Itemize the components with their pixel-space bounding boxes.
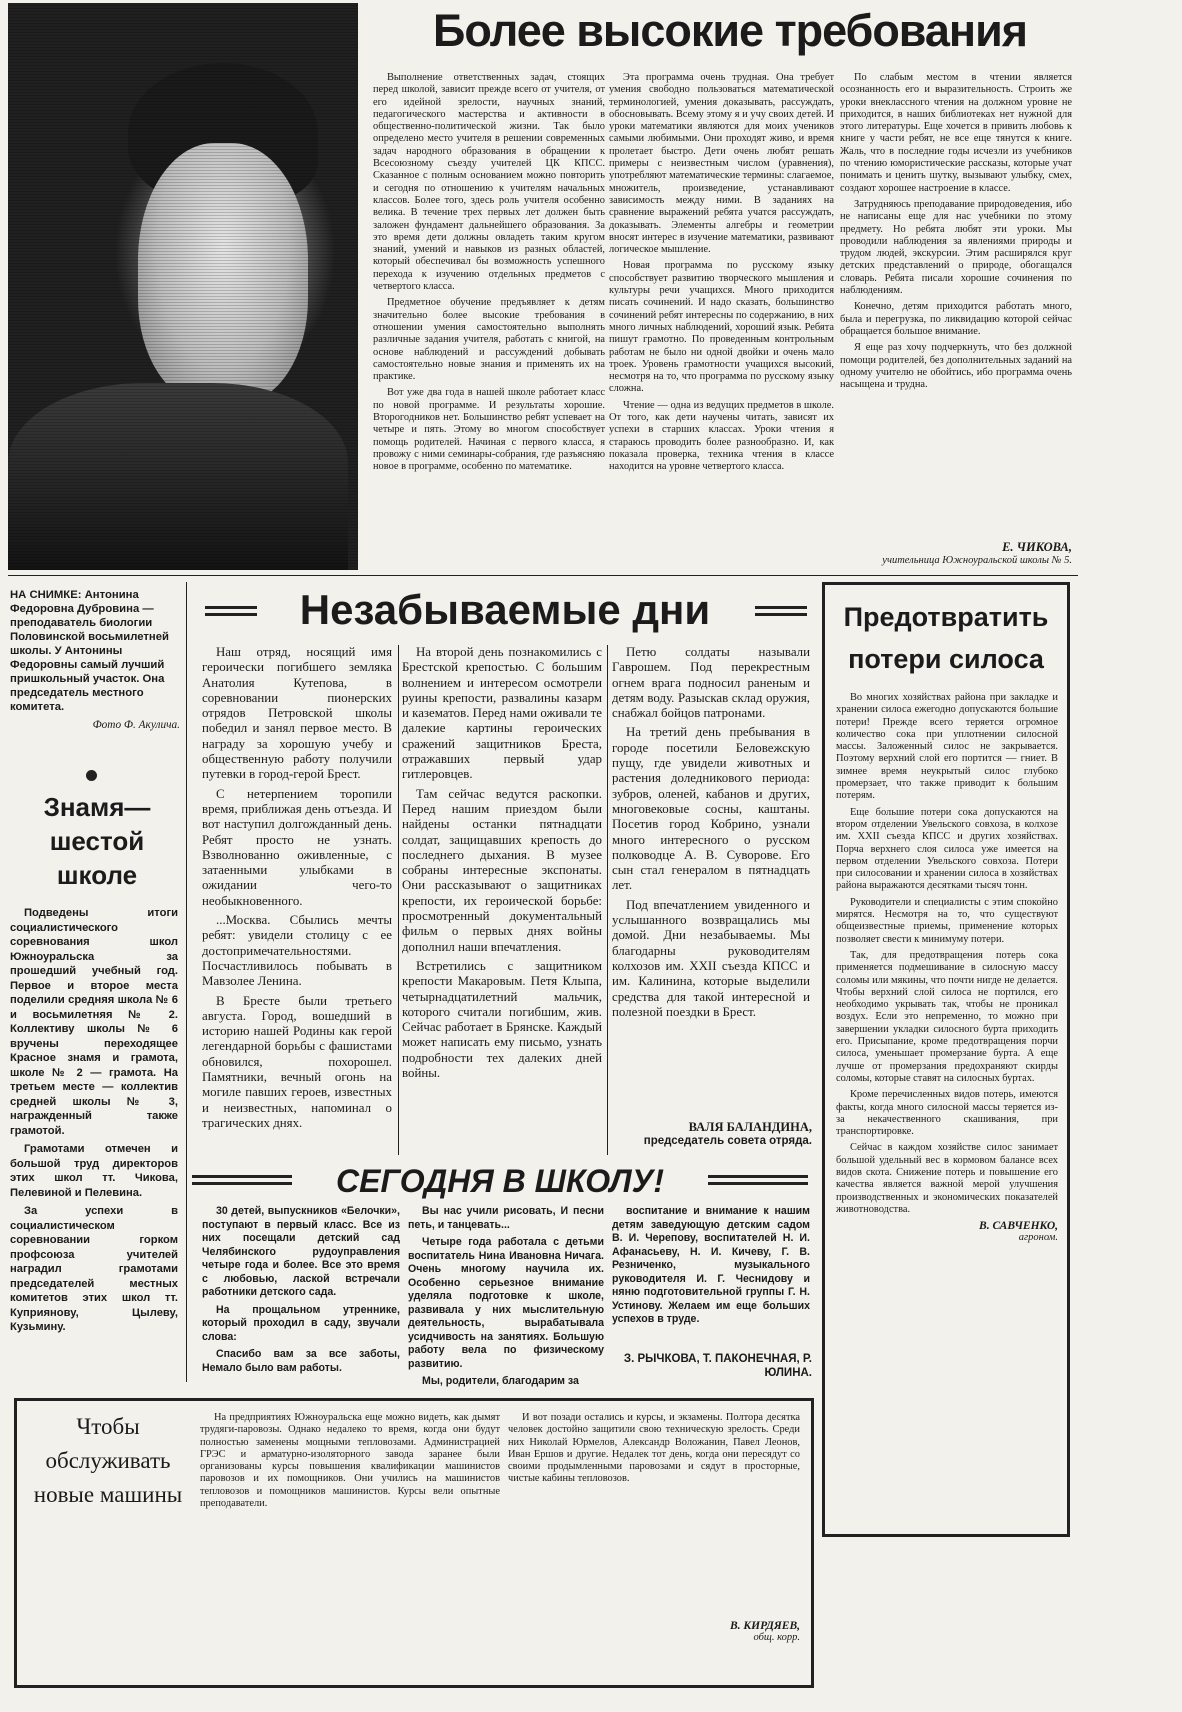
top-article-column-2: [609, 72, 834, 570]
silage-article-paragraph: Руководители и специалисты с этим спокойно мирятся. Несмотря на то, что существуют общеизвестные приемы, применение которых позволяет свести к минимуму потери.: [836, 896, 1058, 945]
top-article-signature: [840, 540, 1072, 572]
middle-article-paragraph: Встретились с защитником крепости Макаровым. Петя Клыпа, четырнадцатилетний мальчик, которого считали погибшим, жив. Сейчас работает в Брянске. Каждый может написать ему письмо, узнать подробности тех далеких дней войны.: [402, 958, 602, 1081]
headline-ornament-right: [708, 1170, 808, 1190]
signature-name: В. КИРДЯЕВ,: [729, 1620, 800, 1632]
banner-article-headline: Знамя— шестой школе: [43, 792, 151, 890]
silage-article-paragraph: Еще большие потери сока допускаются на втором отделении Увельского совхоза, в колхозе им. XXII съезда КПСС и других хозяйствах. Порча верхнего слоя силоса уже имеется на первом отделении Увельского совхоза. Потери при силосовании и хранении силоса в хозяйствах района выражаются десятками тысяч тонн.: [836, 806, 1058, 892]
silage-article-paragraph: Так, для предотвращения потерь сока применяется подмешивание в силосную массу соломы или мякины, что почти нигде не делается. Чтобы верхний слой силоса не портился, его необходимо укрывать так, чтобы не проникал воздух. Если это непременно, то можно при завершении укладки силосного бурта приходить его. Присыпание, кроме предотвращения порчи силоса, уменьшает промерзание бурта. А еще лучше от промерзания предохраняют скирды соломы, которые ставят на силосных буртах.: [836, 949, 1058, 1084]
signature-name: Е. ЧИКОВА,: [1002, 540, 1072, 554]
top-article-paragraph: Вот уже два года в нашей школе работает класс по новой программе. И результаты хорошие. Второгодников нет. Большинство ребят успевает на четыре и пять. Этому во многом способствует помощь родителей. Начиная с первого класса, я провожу с ними семинары-собрания, где разъясняю новое в программе, особенно по математике.: [373, 387, 605, 473]
top-article-column-1: [373, 72, 605, 570]
banner-article-paragraph: Подведены итоги социалистического соревнования школ Южноуральска за прошедший учебный год. Первое и второе места поделили средняя школа № 6 и восьмилетняя № 2. Коллективу школы № 6 вручены переходящее Красное знамя и грамота, школе № 2 — грамота. На третьем месте — коллектив средней школы № 3, награжденный также грамотой.: [10, 907, 178, 1137]
top-article-paragraph: Конечно, детям приходится работать много, была и перегрузка, по ликвидацию которой сейчас обращается большое внимание.: [840, 301, 1072, 337]
school-article-paragraph: 30 детей, выпускников «Белочки», поступают в первый класс. Все из них посещали детский сад Челябинского рудоуправления четыре года и более. Все это время с любовью, лаской встречали работники детского сада.: [202, 1205, 400, 1298]
school-article-paragraph: Вы нас учили рисовать, И песни петь, и танцевать...: [408, 1205, 604, 1231]
signature-role: учительница Южноуральской школы № 5.: [882, 555, 1072, 566]
school-article-headline: СЕГОДНЯ В ШКОЛУ!: [336, 1163, 664, 1199]
photo-caption: [10, 588, 180, 756]
middle-article-column-3: [612, 645, 810, 1115]
signature-role: агроном.: [1018, 1232, 1058, 1244]
silage-article-body: [836, 692, 1058, 1522]
middle-article-paragraph: Петю солдаты называли Гаврошем. Под перекрестным огнем врага подносил раненым и детям воду. Разыскав склад оружия, снабжал бойцов патронами.: [612, 645, 810, 721]
school-article-paragraph: воспитание и внимание к нашим детям заведующую детским садом В. И. Черепову, воспитателей Н. И. Афанасьеву, Н. И. Кичеву, Г. В. Резниченко, музыкального руководителя И. Г. Чеснидову и няню подготовительной группы Г. Н. Устинову. Желаем им еще больших успехов в труде.: [612, 1205, 810, 1325]
silage-article-paragraph: Во многих хозяйствах района при закладке и хранении силоса ежегодно допускаются большие потери! Прежде всего теряется огромное количество сока при уплотнении силосной массы. Заложенный силос не закрывается. Поэтому верхний слой его портится — гниет. В зимнее время неукрытый силос глубоко промерзает, что также приводит к большим потерям.: [836, 692, 1058, 802]
top-article-paragraph: Эта программа очень трудная. Она требует умения свободно пользоваться математической терминологией, умения доказывать, рассуждать, обосновывать. Всему этому я и учу своих детей. И уроки математики являются для моих учеников самыми любимыми. Они проходят живо, и время пролетает быстро. Дети очень любят решать примеры с неизвестным числом (уравнения), употребляют математические термины: слагаемое, множитель, произведение, устанавливают зависимость между ними. В заданиях на сравнение выражений ребята учатся рассуждать, доказывать. Элементы алгебры и геометрии вносят интерес в изучение математики, развивают логическое мышление.: [609, 72, 834, 256]
silage-article-paragraph: Кроме перечисленных видов потерь, имеются факты, когда много силосной массы теряется из-за некачественного скашивания, при транспортировке.: [836, 1089, 1058, 1138]
banner-article-body: [10, 906, 178, 1386]
silage-article-headline: Предотвратить потери силоса: [843, 602, 1049, 674]
top-article-paragraph: Чтение — одна из ведущих предметов в школе. От того, как дети научены читать, зависят их успехи в старших классах. Уроки чтения я стараюсь проводить более разнообразно. И, как показала проверка, техника чтения в классе находится на уровне четвертого класса.: [609, 399, 834, 473]
school-article-paragraph: Мы, родители, благодарим за: [422, 1375, 579, 1387]
middle-article-paragraph: Под впечатлением увиденного и услышанного возвращались мы домой. Дни незабываемы. Мы благодарны руководителям колхозов им. XXII съезда КПСС и им. Калинина, которые выделили средства для такой интересной и полезной поездки в Брест.: [612, 897, 810, 1019]
middle-article-paragraph: На второй день познакомились с Брестской крепостью. С большим волнением и интересом осмотрели руины крепости, развалины казарм и казематов. Перед нами оживали те далекие картины героических сражений защитников Бреста, отражавших первый удар гитлеровцев.: [402, 645, 602, 782]
signature-name: ВАЛЯ БАЛАНДИНА,: [688, 1120, 812, 1134]
signature-role: председатель совета отряда.: [643, 1135, 812, 1147]
banner-article-paragraph: Грамотами отмечен и большой труд директоров этих школ тт. Чикова, Пелевиной и Пелевина.: [10, 1143, 178, 1199]
middle-article-paragraph: В Бресте были третьего августа. Город, вошедший в историю нашей Родины как герой легендарной борьбы с фашистами обновился, похорошел. Памятники, вечный огонь на могиле павших героев, известных и неизвестных, напоминал о трагических днях.: [202, 993, 392, 1130]
photo-caption-text: НА СНИМКЕ: Антонина Федоровна Дубровина — преподаватель биологии Половинской восьмилетней школы. У Антонины Федоровны самый лучший пришкольный участок. Она председатель местного комитета.: [10, 589, 169, 713]
middle-article-column-2: [402, 645, 602, 1165]
headline-ornament-left: [205, 600, 257, 622]
banner-article-paragraph: За успехи в социалистическом соревновании горком профсоюза учителей наградил грамотами председателей местных комитетов этих школ тт. Куприянову, Цылеву, Кузьмину.: [10, 1205, 178, 1333]
school-article-paragraph: Четыре года работала с детьми воспитатель Нина Ивановна Ничага. Очень многому научила их. Особенно серьезное внимание уделяла подготовке к школе, развивала у них мыслительную деятельность, вырабатывала усидчивость на занятиях. Большую работу вела по физическому развитию.: [408, 1236, 604, 1370]
middle-article-paragraph: Наш отряд, носящий имя героически погибшего земляка Анатолия Кутепова, в соревновании пионерских отрядов Петровской школы победил и занял первое место. В награду за хорошую учебу и общественную работу получили путевки в город-герой Брест.: [202, 645, 392, 782]
school-article-paragraph: Спасибо вам за все заботы, Немало было вам работы.: [202, 1348, 400, 1374]
middle-article-paragraph: Там сейчас ведутся раскопки. Перед нашим приездом были найдены останки пятнадцати солдат, защищавших крепость до последнего дыхания. В музее собраны интересные экспонаты. Они рассказывают о защитниках крепости, их героической борьбе: просмотренный документальный фильм о первых днях войны дополнил наши впечатления.: [402, 786, 602, 954]
middle-article-signature: [612, 1120, 812, 1160]
signature-role: общ. корр.: [753, 1632, 800, 1643]
top-article-column-3: [840, 72, 1072, 537]
signature-name: В. САВЧЕНКО,: [979, 1220, 1058, 1233]
photo-credit: Фото Ф. Акулича.: [92, 719, 180, 731]
top-article-paragraph: Затрудняюсь преподавание природоведения, ибо не написаны еще для нас учебники по этому предмету. Но ребята любят эти уроки. Мы проводили наблюдения за явлениями природы и трудом людей, экскурсии. Этим расширялся круг детских представлений о природе, обогащался словарь. Ребята писали хорошие сочинения по наблюдениям.: [840, 198, 1072, 297]
machines-article-paragraph: И вот позади остались и курсы, и экзамены. Полтора десятка человек достойно защитили свою техническую зрелость. Среди них Николай Юрмелов, Александр Воложанин, Павел Леонов, Иван Ершов и другие. Недалек тот день, когда они пересядут со своими продымленными паровозами и сядут в просторные, чистые кабины тепловозов.: [508, 1412, 800, 1485]
machines-article-paragraph: На предприятиях Южноуральска еще можно видеть, как дымят трудяги-паровозы. Однако недалеко то время, когда они будут полностью заменены мощными тепловозами. Администрацией ГРЭС и арматурно-изоляторного завода заранее были организованы курсы повышения квалификации машинистов паровозов и их помощников. Они учились на машинистов тепловозов и помощников машинистов. Курсы вели опытные преподаватели.: [200, 1412, 500, 1510]
top-article-paragraph: Я еще раз хочу подчеркнуть, что без должной помощи родителей, без дополнительных заданий на одному учителю не обойтись, ибо программа очень насыщена и трудна.: [840, 342, 1072, 391]
silage-article-paragraph: Сейчас в каждом хозяйстве силос занимает большой удельный вес в кормовом балансе всех видов скота. Снижение потерь и повышение его качества является важной мерой улучшения производственных и экономических показателей животноводства.: [836, 1142, 1058, 1215]
middle-article-paragraph: С нетерпением торопили время, приближая день отъезда. И вот наступил долгожданный день. Ребят просто не узнать. Взволнованно оживленные, с затаенными улыбками в ожидании чего-то необыкновенного.: [202, 786, 392, 908]
middle-article-paragraph: На третий день пребывания в городе посетили Беловежскую пущу, где увидели животных и растения доледникового периода: зубров, оленей, кабанов и других, многовековые сосны, каштаны. Посетив город Кобрино, узнали много интересного о русском полководце А. В. Суворове. Его сын стал генералом в пятнадцать лет.: [612, 725, 810, 893]
top-article-paragraph: Предметное обучение предъявляет к детям значительно более высокие требования в отношении умения самостоятельно выполнять различные задания учителя, работать с книгой, на основе наблюдений и рассуждений добывать самостоятельно новые знания и применять их на практике.: [373, 297, 605, 383]
bullet-dot: [86, 770, 97, 781]
headline-ornament-right: [755, 600, 807, 622]
middle-article-headline: Незабываемые дни: [299, 586, 711, 633]
top-article-paragraph: По слабым местом в чтении является осознанность его и выразительность. Строить же уроки внеклассного чтения на должном уровне не приходится, в наших библиотеках нет нужной для этого литературы. Еще хочется в привить любовь к книге у части ребят, не все еще тянутся к книге. Жаль, что в последние годы исчезли из учебников по чтению юмористические рассказы, которые учат понимать и ценить шутку, вызывают улыбку, смех, создают хорошее настроение в классе.: [840, 72, 1072, 194]
middle-article-paragraph: ...Москва. Сбылись мечты ребят: увидели столицу с ее достопримечательностями. Посчастливилось побывать в Мавзолее Ленина.: [202, 913, 392, 989]
machines-article-column-2: [508, 1412, 800, 1617]
headline-ornament-left: [192, 1170, 292, 1190]
machines-article-signature: [508, 1620, 800, 1652]
school-article-paragraph: На прощальном утреннике, который проходил в саду, звучали слова:: [202, 1303, 400, 1343]
school-article-column-1: [202, 1205, 400, 1395]
school-article-column-2: [408, 1205, 604, 1395]
middle-article-column-1: [202, 645, 392, 1165]
portrait-photo: [8, 3, 358, 570]
top-article-paragraph: Выполнение ответственных задач, стоящих перед школой, зависит прежде всего от учителя, от его идейной зрелости, научных знаний, педагогического мастерства и активности в общественно-политической жизни. Так было определено место учителя в решении современных задач народного образования в обращении к Всесоюзному съезду учителей ЦК КПСС. Сказанное с полным основанием можно повторить и сегодня по отношению к учителям начальных классов. Более того, здесь роль учителя особенно велика. В течение трех первых лет должен быть заложен фундамент дальнейшего образования. За это время дети должны овладеть таким кругом знаний, умений и навыков из разных областей, который обеспечивал бы возможность успешного перехода к изучению отдельных предметов с четвертого класса.: [373, 72, 605, 293]
top-article-paragraph: Новая программа по русскому языку способствует развитию творческого мышления и культуры речи учащихся. Много приходится писать сочинений. И надо сказать, большинство сочинений ребят интересны по содержанию, в них много личных наблюдений, хороший язык. Ребята пишут грамотно. По проведенным контрольным работам не было ни одной двойки и очень мало троек. Уровень грамотности учащихся высокий, несмотря на то, что программа по русскому языку сложна.: [609, 260, 834, 395]
top-article-headline: Более высокие требования: [432, 5, 1028, 56]
machines-article-column-1: [200, 1412, 500, 1682]
school-article-signature: З. РЫЧКОВА, Т. ПАКОНЕЧНАЯ, Р. ЮЛИНА.: [623, 1353, 812, 1379]
school-article-column-3: [612, 1205, 810, 1355]
machines-article-headline: Чтобы обслуживать новые машины: [33, 1414, 183, 1507]
